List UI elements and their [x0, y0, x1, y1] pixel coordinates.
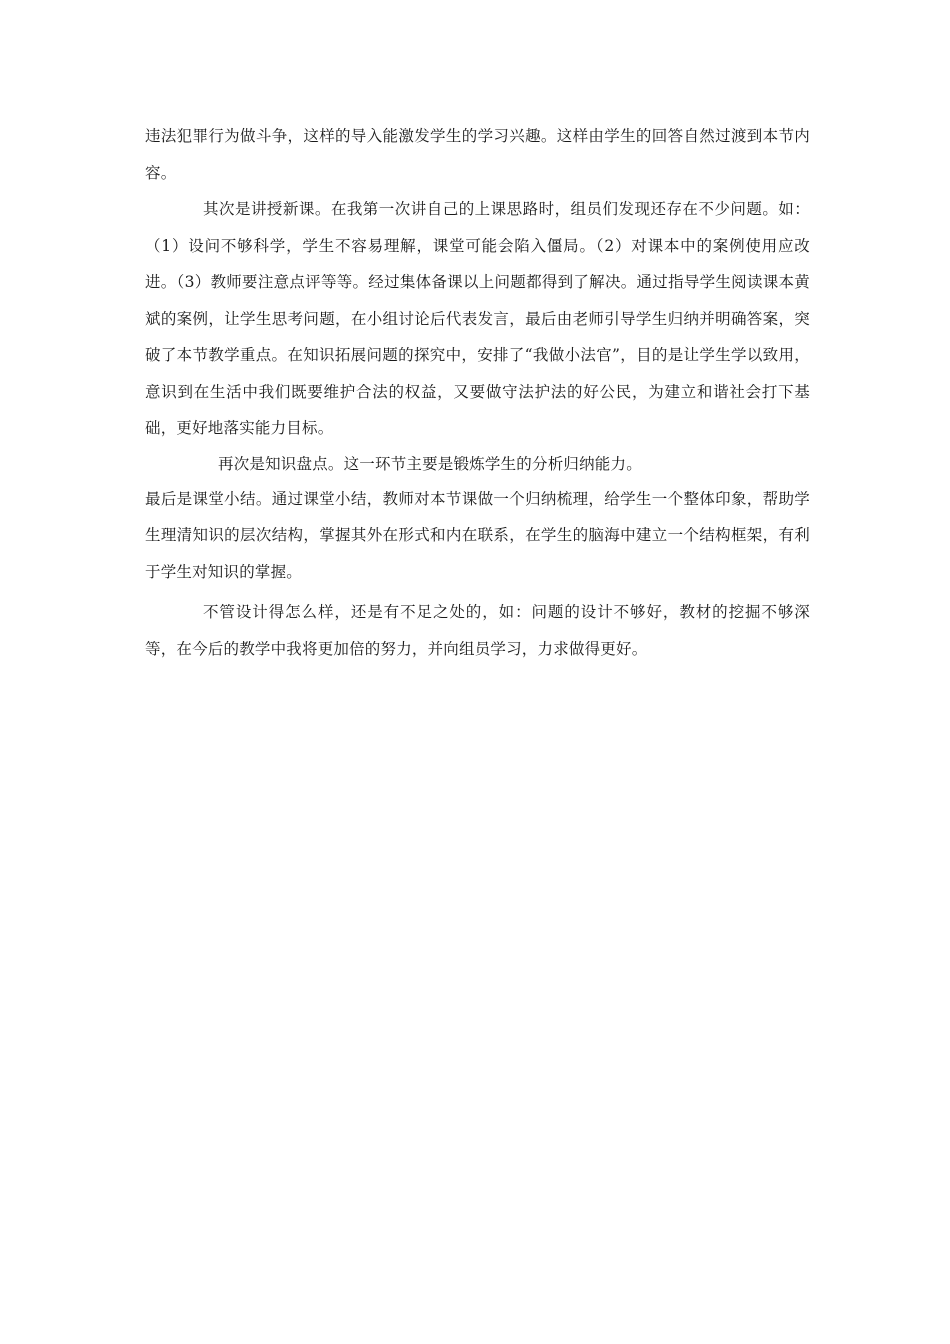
document-body: [145, 118, 810, 667]
paragraph-intro-continuation: 违法犯罪行为做斗争，这样的导入能激发学生的学习兴趣。这样由学生的回答自然过渡到本节内容。: [145, 127, 810, 182]
paragraph-knowledge-review: 再次是知识盘点。这一环节主要是锻炼学生的分析归纳能力。: [218, 454, 642, 473]
paragraph-lesson-summary: 最后是课堂小结。通过课堂小结，教师对本节课做一个归纳梳理，给学生一个整体印象，帮助学生理清知识的层次结构，掌握其外在形式和内在联系，在学生的脑海中建立一个结构框架，有利于学生对知识的掌握。: [145, 489, 810, 581]
paragraph-shortcomings: 不管设计得怎么样，还是有不足之处的，如：问题的设计不够好，教材的挖掘不够深等，在今后的教学中我将更加倍的努力，并向组员学习，力求做得更好。: [145, 603, 810, 658]
paragraph-new-lesson: 其次是讲授新课。在我第一次讲自己的上课思路时，组员们发现还存在不少问题。如：（1）设问不够科学，学生不容易理解，课堂可能会陷入僵局。（2）对课本中的案例使用应改进。（3）教师要注意点评等等。经过集体备课以上问题都得到了解决。通过指导学生阅读课本黄斌的案例，让学生思考问题，在小组讨论后代表发言，最后由老师引导学生归纳并明确答案，突破了本节教学重点。在知识拓展问题的探究中，安排了“我做小法官”，目的是让学生学以致用，意识到在生活中我们既要维护合法的权益，又要做守法护法的好公民，为建立和谐社会打下基础，更好地落实能力目标。: [145, 200, 810, 437]
